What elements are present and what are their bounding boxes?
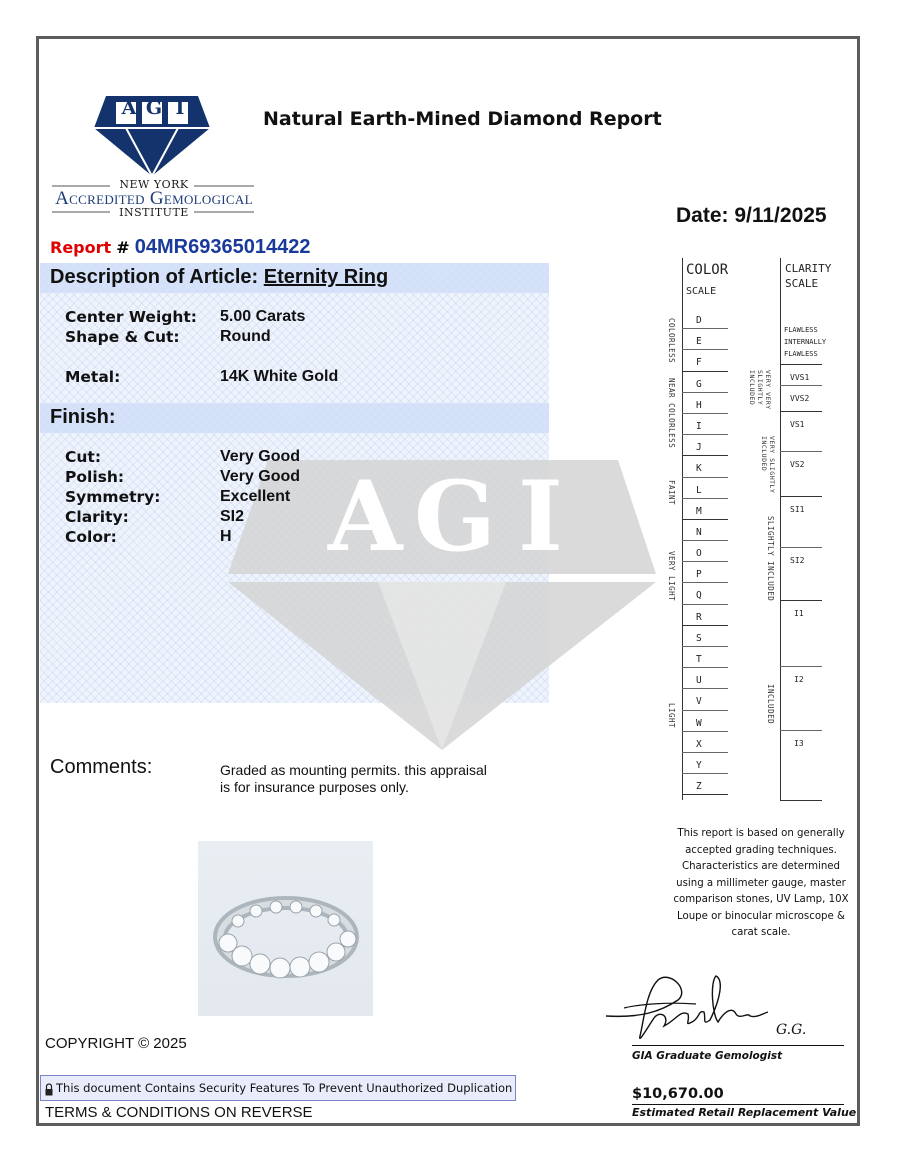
grade-cell: R	[682, 605, 728, 626]
eternity-ring-icon	[198, 841, 373, 1016]
clarity-scale-title: CLARITY	[785, 262, 832, 275]
grade-cell: Z	[682, 774, 728, 795]
group-near-colorless: NEAR COLORLESS	[667, 378, 676, 449]
cut-label: Cut:	[65, 448, 102, 466]
clarity-label: Clarity:	[65, 508, 129, 526]
logo-line-new-york: NEW YORK	[119, 178, 189, 191]
clarity-cell: SI1	[780, 497, 822, 548]
report-number: 04MR69365014422	[134, 236, 311, 258]
grade-cell: O	[682, 541, 728, 562]
metal-label: Metal:	[65, 368, 121, 386]
report-label: Report	[50, 238, 112, 257]
clarity-value: SI2	[220, 508, 245, 525]
clarity-cell: I3	[780, 731, 822, 801]
comments-line-2: is for insurance purposes only.	[220, 779, 409, 795]
logo-letter-a: A	[121, 97, 137, 119]
group-colorless: COLORLESS	[667, 318, 676, 364]
shape-cut-label: Shape & Cut:	[65, 328, 180, 346]
grade-cell: Y	[682, 753, 728, 774]
color-label: Color:	[65, 528, 117, 546]
clarity-cell: I1	[780, 601, 822, 667]
finish-bar	[40, 403, 549, 433]
grade-cell: F	[682, 350, 728, 371]
flawless-cell: FLAWLESS INTERNALLY FLAWLESS	[780, 318, 822, 365]
clarity-cell: I2	[780, 667, 822, 731]
clarity-scale-subtitle: SCALE	[785, 277, 819, 290]
logo-letter-i: I	[175, 97, 185, 119]
copyright: COPYRIGHT © 2025	[45, 1035, 187, 1052]
group-vs: VERY SLIGHTLY INCLUDED	[760, 436, 776, 494]
group-light: LIGHT	[667, 703, 676, 729]
grade-cell: J	[682, 435, 728, 456]
agi-logo	[48, 92, 260, 224]
report-hash: #	[116, 238, 130, 257]
ring-photo	[198, 841, 373, 1016]
svg-text:G: G	[414, 460, 496, 573]
report-title: Natural Earth-Mined Diamond Report	[263, 108, 662, 130]
signature-line	[632, 1045, 844, 1046]
cut-value: Very Good	[220, 448, 301, 465]
center-weight-label: Center Weight:	[65, 308, 197, 326]
clarity-cell: VVS1	[780, 365, 822, 386]
group-si: SLIGHTLY INCLUDED	[766, 516, 775, 602]
group-very-light: VERY LIGHT	[667, 551, 676, 602]
grade-cell: X	[682, 732, 728, 753]
clarity-cell: VS2	[780, 452, 822, 497]
grade-cell: E	[682, 329, 728, 350]
agi-watermark-icon	[228, 460, 656, 752]
polish-label: Polish:	[65, 468, 125, 486]
replacement-value: $10,670.00	[632, 1086, 724, 1102]
grade-cell: S	[682, 626, 728, 647]
grade-cell: K	[682, 456, 728, 477]
report-number-line	[50, 236, 310, 259]
clarity-cell: SI2	[780, 548, 822, 601]
comments-label: Comments:	[50, 756, 153, 778]
group-faint: FAINT	[667, 480, 676, 506]
color-scale-subtitle: SCALE	[686, 286, 717, 297]
logo-line-accredited: Accredited Gemological	[55, 188, 253, 209]
security-text: This document Contains Security Features To Prevent Unauthorized Duplication	[56, 1081, 513, 1095]
color-grade-list	[682, 308, 728, 795]
comments-line-1: Graded as mounting permits. this appraisal	[220, 762, 487, 778]
color-value: H	[220, 528, 232, 545]
group-included: INCLUDED	[766, 684, 775, 725]
metal-value: 14K White Gold	[220, 368, 339, 385]
finish-heading: Finish:	[50, 406, 116, 428]
security-notice	[40, 1075, 516, 1101]
grade-cell: Q	[682, 583, 728, 604]
grade-cell: M	[682, 499, 728, 520]
grade-cell: U	[682, 668, 728, 689]
logo-letter-g: G	[145, 97, 163, 119]
group-vvs: VERY VERY SLIGHTLY INCLUDED	[748, 370, 772, 410]
price-line	[632, 1104, 844, 1105]
grade-cell: P	[682, 562, 728, 583]
article-name: Eternity Ring	[263, 266, 389, 288]
shape-cut-value: Round	[220, 328, 271, 345]
gemologist-label: GIA Graduate Gemologist	[632, 1050, 783, 1062]
grade-cell: I	[682, 414, 728, 435]
svg-text:G.G.: G.G.	[776, 1022, 807, 1038]
clarity-cell: VVS2	[780, 386, 822, 412]
grade-cell: T	[682, 647, 728, 668]
description-heading: Description of Article: Eternity Ring	[50, 266, 389, 288]
svg-text:A: A	[328, 460, 403, 573]
replacement-value-label: Estimated Retail Replacement Value	[632, 1106, 857, 1119]
signature-icon	[600, 960, 840, 1050]
grade-cell: D	[682, 308, 728, 329]
polish-value: Very Good	[220, 468, 301, 485]
center-weight-value: 5.00 Carats	[220, 308, 306, 325]
color-scale-title: COLOR	[686, 262, 729, 278]
grade-cell: N	[682, 520, 728, 541]
grade-cell: G	[682, 372, 728, 393]
color-scale	[664, 258, 736, 804]
disclaimer: This report is based on generally accepted grading techniques. Characteristics are determined using a millimeter gauge, master comparison stones, UV Lamp, 10X Loupe or binocular microscope & carat scale.	[673, 828, 849, 938]
clarity-grade-list	[780, 318, 827, 801]
svg-text:I: I	[518, 460, 563, 573]
symmetry-label: Symmetry:	[65, 488, 161, 506]
grade-cell: L	[682, 478, 728, 499]
clarity-cell: VS1	[780, 412, 822, 452]
grade-cell: W	[682, 711, 728, 732]
clarity-scale	[738, 258, 832, 804]
grade-cell: H	[682, 393, 728, 414]
logo-line-institute: INSTITUTE	[119, 206, 189, 219]
report-date: Date: 9/11/2025	[676, 204, 827, 227]
terms-conditions: TERMS & CONDITIONS ON REVERSE	[45, 1104, 313, 1121]
lock-icon	[45, 1081, 53, 1094]
symmetry-value: Excellent	[220, 488, 291, 505]
grade-cell: V	[682, 689, 728, 710]
